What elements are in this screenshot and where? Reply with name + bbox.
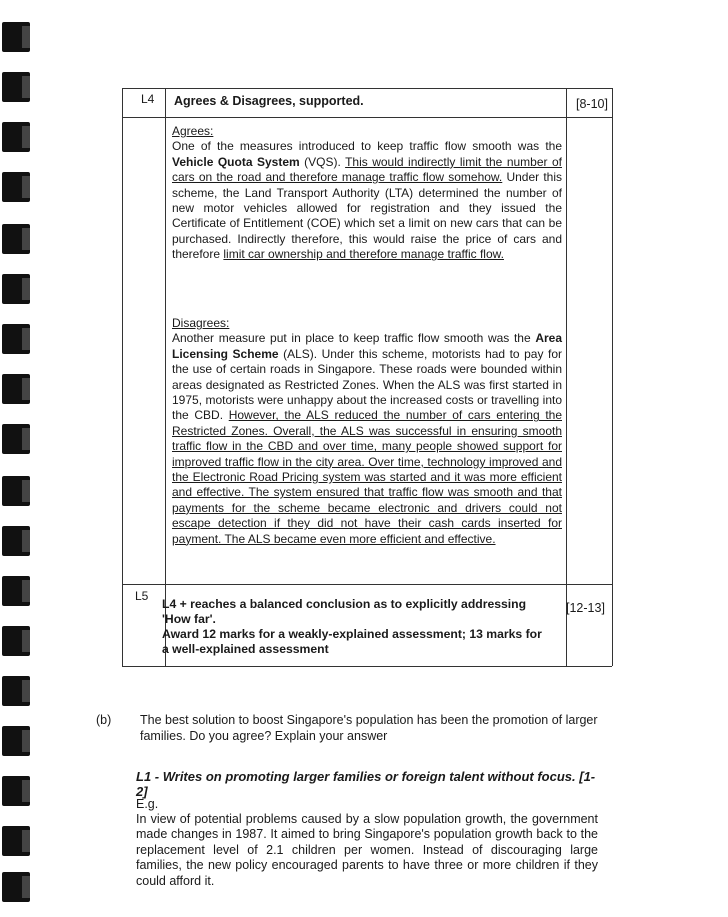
binding-hole <box>2 374 30 404</box>
binding-hole <box>2 776 30 806</box>
binding-hole <box>2 526 30 556</box>
table-border <box>566 88 567 666</box>
l5-marks: [12-13] <box>566 601 605 615</box>
l5-line-1: L4 + reaches a balanced conclusion as to explicitly addressing 'How far'. <box>162 597 527 626</box>
table-border <box>122 117 612 118</box>
disagrees-label: Disagrees: <box>172 316 230 330</box>
table-border <box>122 88 612 89</box>
l5-descriptor <box>162 597 550 657</box>
binding-hole <box>2 826 30 856</box>
binding-hole <box>2 872 30 902</box>
disagrees-text-2: (ALS). Under this scheme, motorists had to pay for the use of certain roads in Singapore. These roads were bounded within areas designated as Restricted Zones. When the ALS was first started in 1975, motorists were unhappy about the increased costs or travelling into the CBD. <box>172 346 562 423</box>
disagrees-underlined: However, the ALS reduced the number of cars entering the Restricted Zones. Overall, the ALS was successful in ensuring smooth traffic flow in the CBD and over time, many people showed support for improved traffic flow in the city area. Over time, technology improved and the Electronic Road Pricing system was started and it was more efficient and effective. The system ensured that traffic flow was smooth and that payments for the scheme became electronic and drivers could not escape detection if they did not have their cash cards inserted for payment. The ALS became even more efficient and effective. <box>172 408 562 546</box>
l4-agrees-block <box>172 124 562 263</box>
binding-holes <box>0 0 40 917</box>
binding-hole <box>2 122 30 152</box>
table-border <box>122 88 123 666</box>
table-border <box>165 88 166 666</box>
binding-hole <box>2 224 30 254</box>
l4-heading: Agrees & Disagrees, supported. <box>174 94 364 108</box>
level-l5: L5 <box>135 589 149 603</box>
binding-hole <box>2 626 30 656</box>
agrees-text-1: One of the measures introduced to keep traffic flow smooth was the <box>172 139 562 154</box>
binding-hole <box>2 274 30 304</box>
table-border <box>122 584 612 585</box>
agrees-text-3: Under this scheme, the Land Transport Authority (LTA) determined the number of new motor vehicles allowed for registration and they issued the Certificate of Entitlement (COE) which set a limit on new cars that can be purchased. Indirectly therefore, this would raise the price of cars and therefore <box>172 170 562 262</box>
table-border <box>612 88 613 666</box>
binding-hole <box>2 324 30 354</box>
agrees-bold-term: Vehicle Quota System <box>172 154 300 169</box>
binding-hole <box>2 576 30 606</box>
binding-hole <box>2 22 30 52</box>
agrees-underlined-1: This would indirectly limit the number of cars on the road and therefore manage traffic flow somehow. <box>172 154 562 185</box>
binding-hole <box>2 172 30 202</box>
binding-hole <box>2 726 30 756</box>
l4-marks: [8-10] <box>576 97 608 111</box>
agrees-text-2: (VQS). <box>299 154 346 169</box>
agrees-label: Agrees: <box>172 124 214 138</box>
disagrees-bold-term: Area Licensing Scheme <box>172 331 562 361</box>
disagrees-text-1: Another measure put in place to keep traffic flow smooth was the <box>172 331 536 346</box>
agrees-underlined-2: limit car ownership and therefore manage traffic flow. <box>223 247 504 262</box>
answer-paragraph: In view of potential problems caused by a slow population growth, the government made changes in 1987. It aimed to bring Singapore's population growth back to the replacement level of 2.1 children per women. Instead of discouraging large families, the new policy encouraged parents to have three or more children if they could afford it. <box>136 812 598 888</box>
table-border <box>122 666 612 667</box>
binding-hole <box>2 424 30 454</box>
example-label: E.g. <box>136 797 159 811</box>
level-l4: L4 <box>141 92 155 106</box>
l4-disagrees-block <box>172 316 562 547</box>
binding-hole <box>2 476 30 506</box>
binding-hole <box>2 676 30 706</box>
l1-heading: L1 - Writes on promoting larger families or foreign talent without focus. [1-2] <box>136 769 596 799</box>
question-text: The best solution to boost Singapore's population has been the promotion of larger families. Do you agree? Explain your answer <box>140 713 598 743</box>
binding-hole <box>2 72 30 102</box>
l5-line-2: Award 12 marks for a weakly-explained assessment; 13 marks for a well-explained assessment <box>162 627 542 656</box>
question-label: (b) <box>96 713 112 727</box>
